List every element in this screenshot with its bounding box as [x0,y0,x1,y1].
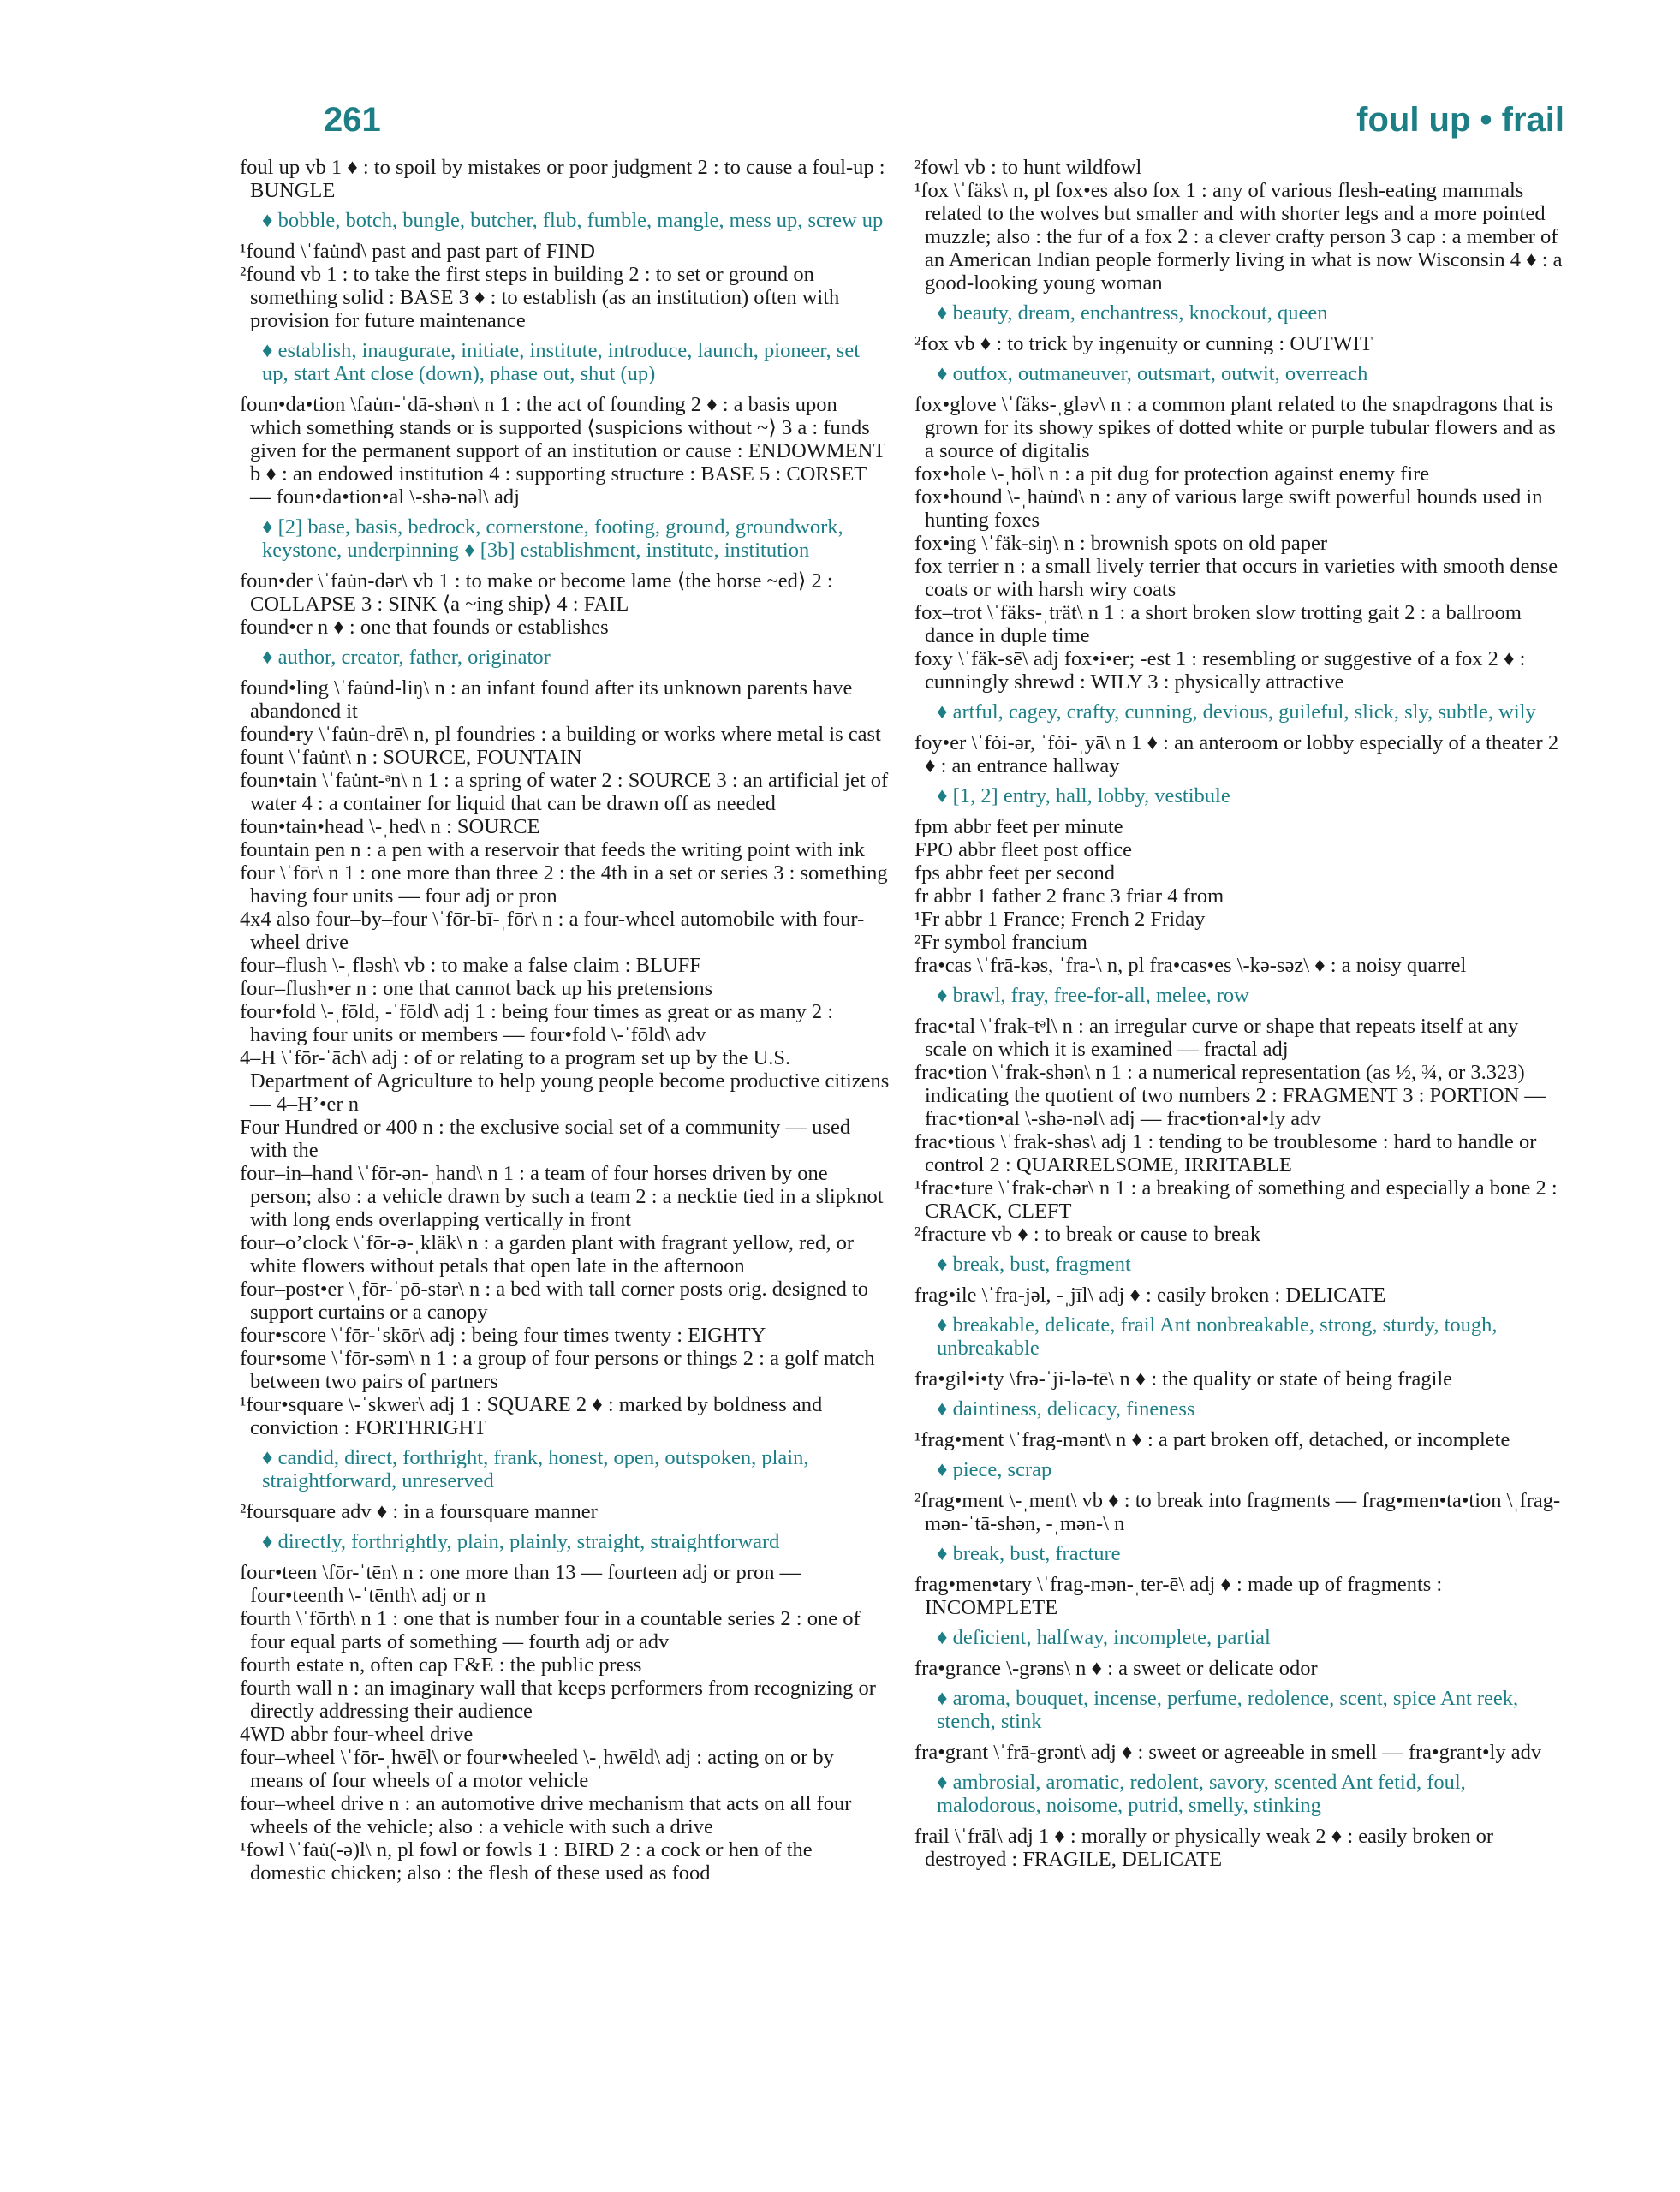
synonym-list: ♦ candid, direct, forthright, frank, honest, open, outspoken, plain, straightforward, unreserved [262,1446,809,1492]
dictionary-entry: frag•ile \ˈfra-jəl, -ˌjīl\ adj ♦ : easily broken : DELICATE [914,1284,1386,1307]
dictionary-entry: four–flush \-ˌfləsh\ vb : to make a false claim : BLUFF [240,954,701,977]
dictionary-entry: ²Fr symbol francium [914,931,1087,954]
synonym-list: ♦ break, bust, fragment [937,1253,1131,1276]
dictionary-entry: ¹found \ˈfau̇nd\ past and past part of FIND [240,240,595,263]
dictionary-entry: four•teen \fōr-ˈtēn\ n : one more than 13 — fourteen adj or pron — four•teenth \-ˈtēnth\ adj or n [240,1561,801,1607]
synonym-list: ♦ piece, scrap [937,1458,1052,1481]
dictionary-entry: fount \ˈfau̇nt\ n : SOURCE, FOUNTAIN [240,746,582,769]
dictionary-entry: fourth wall n : an imaginary wall that keeps performers from recognizing or directly addressing their audience [240,1677,876,1723]
dictionary-entry: four–wheel drive n : an automotive drive mechanism that acts on all four wheels of the vehicle; also : a vehicle with such a drive [240,1792,852,1838]
dictionary-entry: fourth estate n, often cap F&E : the public press [240,1653,642,1677]
dictionary-entry: fox•glove \ˈfäks-ˌgləv\ n : a common plant related to the snapdragons that is grown for its showy spikes of dotted white or purple tubular flowers and as a source of digitalis [914,393,1556,462]
dictionary-entry: 4–H \ˈfōr-ˈāch\ adj : of or relating to a program set up by the U.S. Department of Agriculture to help young people become productive citizens — 4–H’•er n [240,1046,890,1116]
dictionary-entry: four–o’clock \ˈfōr-ə-ˌkläk\ n : a garden plant with fragrant yellow, red, or white flowers without petals that open late in the afternoon [240,1231,854,1278]
synonym-list: ♦ aroma, bouquet, incense, perfume, redolence, scent, spice Ant reek, stench, stink [937,1687,1519,1733]
synonym-list: ♦ brawl, fray, free-for-all, melee, row [937,984,1249,1007]
dictionary-entry: fox•hole \-ˌhōl\ n : a pit dug for protection against enemy fire [914,462,1430,485]
synonym-list: ♦ deficient, halfway, incomplete, partial [937,1626,1271,1649]
dictionary-entry: ¹frac•ture \ˈfrak-chər\ n 1 : a breaking of something and especially a bone 2 : CRACK, CLEFT [914,1176,1558,1223]
dictionary-entry: four–post•er \ˌfōr-ˈpō-stər\ n : a bed with tall corner posts orig. designed to support curtains or a canopy [240,1278,869,1324]
dictionary-entry: fr abbr 1 father 2 franc 3 friar 4 from [914,885,1224,908]
dictionary-entry: ²frag•ment \-ˌment\ vb ♦ : to break into fragments — frag•men•ta•tion \ˌfrag-mən-ˈtā-shən, -ˌmən-\ n [914,1489,1561,1535]
dictionary-entry: ²fowl vb : to hunt wildfowl [914,156,1142,179]
dictionary-entry: foun•da•tion \fau̇n-ˈdā-shən\ n 1 : the act of founding 2 ♦ : a basis upon which something stands or is supported ⟨suspicions without ~⟩ 3 a : funds given for the permanent support of an institution or cause : ENDOWMENT b ♦ : an endowed institution 4 : supporting structure : BASE 5 : CORSET — foun•da•tion•al \-shə-nəl\ adj [240,393,885,509]
synonym-list: ♦ breakable, delicate, frail Ant nonbreakable, strong, sturdy, tough, unbreakable [937,1313,1498,1360]
dictionary-entry: fra•grant \ˈfrā-grənt\ adj ♦ : sweet or agreeable in smell — fra•grant•ly adv [914,1741,1542,1764]
dictionary-entry: ²fracture vb ♦ : to break or cause to break [914,1223,1261,1246]
left-column [240,156,891,1885]
dictionary-entry: fra•grance \-grəns\ n ♦ : a sweet or delicate odor [914,1657,1318,1680]
dictionary-entry: four \ˈfōr\ n 1 : one more than three 2 : the 4th in a set or series 3 : something having four units — four adj or pron [240,861,888,908]
dictionary-entry: 4x4 also four–by–four \ˈfōr-bī-ˌfōr\ n : a four-wheel automobile with four-wheel drive [240,908,865,954]
dictionary-entry: ²fox vb ♦ : to trick by ingenuity or cunning : OUTWIT [914,332,1373,355]
dictionary-entry: four–wheel \ˈfōr-ˌhwēl\ or four•wheeled \-ˌhwēld\ adj : acting on or by means of four wheels of a motor vehicle [240,1746,834,1792]
dictionary-entry: FPO abbr fleet post office [914,838,1133,861]
dictionary-entry: four–flush•er n : one that cannot back up his pretensions [240,977,713,1000]
synonym-list: ♦ artful, cagey, crafty, cunning, devious, guileful, slick, sly, subtle, wily [937,700,1536,724]
dictionary-entry: ²foursquare adv ♦ : in a foursquare manner [240,1500,598,1523]
dictionary-entry: fps abbr feet per second [914,861,1116,885]
dictionary-entry: frail \ˈfrāl\ adj 1 ♦ : morally or physically weak 2 ♦ : easily broken or destroyed : FRAGILE, DELICATE [914,1825,1494,1871]
dictionary-entry: ¹four•square \-ˈskwer\ adj 1 : SQUARE 2 ♦ : marked by boldness and conviction : FORTHRIGHT [240,1393,823,1439]
dictionary-entry: foun•tain•head \-ˌhed\ n : SOURCE [240,815,540,838]
dictionary-entry: fra•cas \ˈfrā-kəs, ˈfra-\ n, pl fra•cas•es \-kə-səz\ ♦ : a noisy quarrel [914,954,1467,977]
dictionary-entry: fpm abbr feet per minute [914,815,1123,838]
dictionary-entry: ¹fowl \ˈfau̇(-ə)l\ n, pl fowl or fowls 1 : BIRD 2 : a cock or hen of the domestic chicken; also : the flesh of these used as food [240,1838,813,1885]
synonym-list: ♦ [2] base, basis, bedrock, cornerstone, footing, ground, groundwork, keystone, underpinning ♦ [3b] establishment, institute, institution [262,515,843,562]
dictionary-entry: foy•er \ˈfȯi-ər, ˈfȯi-ˌyā\ n 1 ♦ : an anteroom or lobby especially of a theater 2 ♦ : an entrance hallway [914,731,1559,777]
synonym-list: ♦ break, bust, fracture [937,1542,1121,1565]
dictionary-entry: frac•tal \ˈfrak-tᵊl\ n : an irregular curve or shape that repeats itself at any scale on which it is examined — fractal adj [914,1015,1519,1061]
dictionary-entry: ²found vb 1 : to take the first steps in building 2 : to set or ground on something solid : BASE 3 ♦ : to establish (as an institution) often with provision for future maintenance [240,263,840,332]
dictionary-entry: fourth \ˈfōrth\ n 1 : one that is number four in a countable series 2 : one of four equal parts of something — fourth adj or adv [240,1607,861,1653]
dictionary-entry: fra•gil•i•ty \frə-ˈji-lə-tē\ n ♦ : the quality or state of being fragile [914,1367,1453,1391]
dictionary-entry: 4WD abbr four-wheel drive [240,1723,474,1746]
guide-words: foul up • frail [1356,101,1564,139]
synonym-list: ♦ outfox, outmaneuver, outsmart, outwit, overreach [937,362,1368,385]
dictionary-entry: foxy \ˈfäk-sē\ adj fox•i•er; -est 1 : resembling or suggestive of a fox 2 ♦ : cunningly shrewd : WILY 3 : physically attractive [914,647,1526,694]
dictionary-entry: four•fold \-ˌfōld, -ˈfōld\ adj 1 : being four times as great or as many 2 : having four units or members — four•fold \-ˈfōld\ adv [240,1000,834,1046]
dictionary-entry: found•ling \ˈfau̇nd-liŋ\ n : an infant found after its unknown parents have abandoned it [240,676,853,723]
dictionary-entry: fox–trot \ˈfäks-ˌträt\ n 1 : a short broken slow trotting gait 2 : a ballroom dance in duple time [914,601,1522,647]
synonym-list: ♦ establish, inaugurate, initiate, institute, introduce, launch, pioneer, set up, start Ant close (down), phase out, shut (up) [262,339,861,385]
dictionary-entry: ¹frag•ment \ˈfrag-mənt\ n ♦ : a part broken off, detached, or incomplete [914,1428,1510,1451]
dictionary-entry: foul up vb 1 ♦ : to spoil by mistakes or poor judgment 2 : to cause a foul-up : BUNGLE [240,156,885,202]
dictionary-entry: frac•tious \ˈfrak-shəs\ adj 1 : tending to be troublesome : hard to handle or control 2 : QUARRELSOME, IRRITABLE [914,1130,1537,1176]
dictionary-entry: ¹fox \ˈfäks\ n, pl fox•es also fox 1 : any of various flesh-eating mammals related to the wolves but smaller and with shorter legs and a more pointed muzzle; also : the fur of a fox 2 : a clever crafty person 3 cap : a member of an American Indian people formerly living in what is now Wisconsin 4 ♦ : a good-looking young woman [914,179,1563,295]
dictionary-entry: foun•der \ˈfau̇n-dər\ vb 1 : to make or become lame ⟨the horse ~ed⟩ 2 : COLLAPSE 3 : SINK ⟨a ~ing ship⟩ 4 : FAIL [240,569,833,616]
dictionary-entry: fox•ing \ˈfäk-siŋ\ n : brownish spots on old paper [914,532,1328,555]
synonym-list: ♦ daintiness, delicacy, fineness [937,1397,1195,1421]
right-column [914,156,1565,1871]
dictionary-entry: four•score \ˈfōr-ˈskōr\ adj : being four times twenty : EIGHTY [240,1324,766,1347]
dictionary-entry: four•some \ˈfōr-səm\ n 1 : a group of four persons or things 2 : a golf match between two pairs of partners [240,1347,875,1393]
synonym-list: ♦ beauty, dream, enchantress, knockout, queen [937,301,1328,325]
dictionary-entry: found•er n ♦ : one that founds or establishes [240,616,609,639]
synonym-list: ♦ author, creator, father, originator [262,646,551,669]
dictionary-entry: foun•tain \ˈfau̇nt-ᵊn\ n 1 : a spring of water 2 : SOURCE 3 : an artificial jet of water 4 : a container for liquid that can be drawn off as needed [240,769,889,815]
synonym-list: ♦ directly, forthrightly, plain, plainly, straight, straightforward [262,1530,780,1553]
dictionary-entry: fox•hound \-ˌhau̇nd\ n : any of various large swift powerful hounds used in hunting foxes [914,485,1543,532]
synonym-list: ♦ [1, 2] entry, hall, lobby, vestibule [937,784,1230,807]
synonym-list: ♦ bobble, botch, bungle, butcher, flub, fumble, mangle, mess up, screw up [262,209,884,232]
dictionary-entry: frag•men•tary \ˈfrag-mən-ˌter-ē\ adj ♦ : made up of fragments : INCOMPLETE [914,1573,1443,1619]
page-number: 261 [324,101,381,139]
dictionary-entry: fountain pen n : a pen with a reservoir that feeds the writing point with ink [240,838,866,861]
synonym-list: ♦ ambrosial, aromatic, redolent, savory, scented Ant fetid, foul, malodorous, noisome, putrid, smelly, stinking [937,1771,1466,1817]
dictionary-entry: four–in–hand \ˈfōr-ən-ˌhand\ n 1 : a team of four horses driven by one person; also : a vehicle drawn by such a team 2 : a necktie tied in a slipknot with long ends overlapping vertically in front [240,1162,884,1231]
dictionary-entry: frac•tion \ˈfrak-shən\ n 1 : a numerical representation (as ½, ¾, or 3.323) indicating the quotient of two numbers 2 : FRAGMENT 3 : PORTION — frac•tion•al \-shə-nəl\ adj — frac•tion•al•ly adv [914,1061,1546,1130]
dictionary-entry: fox terrier n : a small lively terrier that occurs in varieties with smooth dense coats or with harsh wiry coats [914,555,1558,601]
dictionary-entry: found•ry \ˈfau̇n-drē\ n, pl foundries : a building or works where metal is cast [240,723,881,746]
dictionary-entry: ¹Fr abbr 1 France; French 2 Friday [914,908,1206,931]
dictionary-entry: Four Hundred or 400 n : the exclusive social set of a community — used with the [240,1116,851,1162]
